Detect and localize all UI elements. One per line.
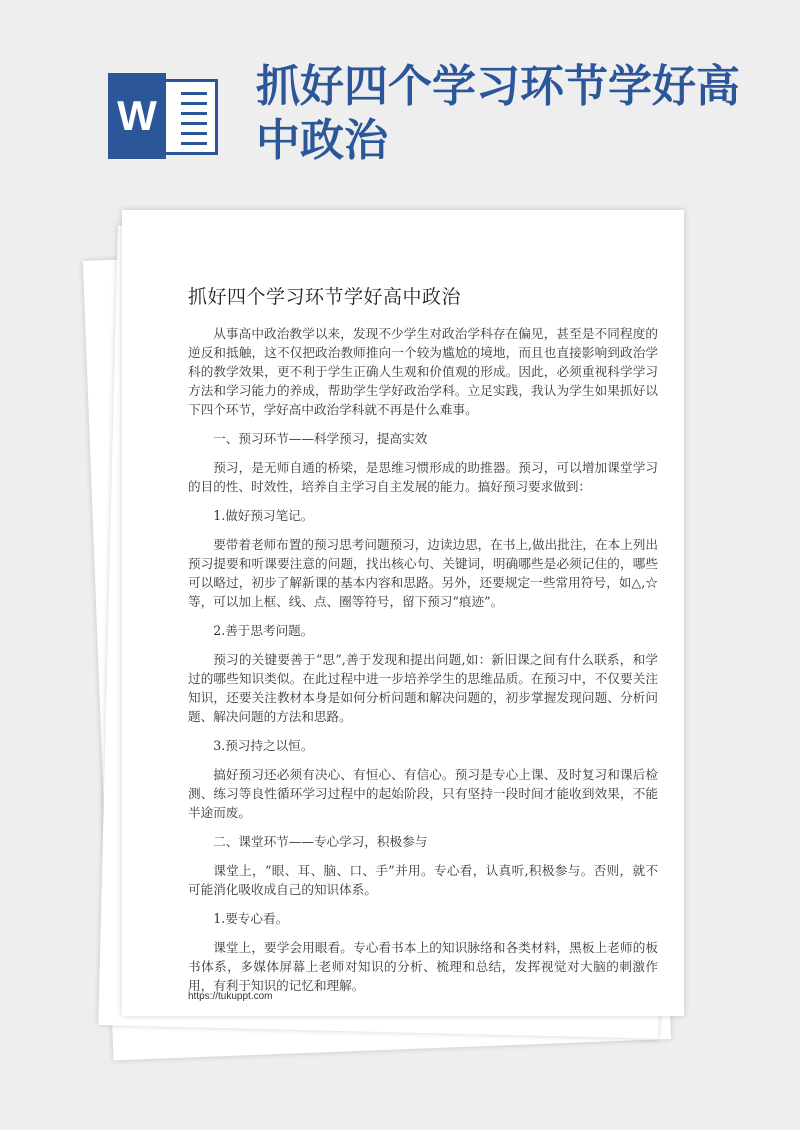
section-heading: 二、课堂环节——专心学习，积极参与 <box>213 834 428 849</box>
paragraph: 从事高中政治教学以来，发现不少学生对政治学科存在偏见，甚至是不同程度的逆反和抵触，这不仅把政治教师推向一个较为尴尬的境地，而且也直接影响到政治学科的教学效果，更不利于学生正确人生观和价值观的形成。因此，必须重视科学学习方法和学习能力的养成，帮助学生学好政治学科。立足实践，我认为学生如果抓好以下四个环节，学好高中政治学科就不再是什么难事。 <box>188 326 658 417</box>
subsection-heading: 2.善于思考问题。 <box>213 623 314 638</box>
footer-url: https://tukuppt.com <box>188 991 273 1002</box>
subsection-heading: 1.要专心看。 <box>213 911 289 926</box>
section-heading: 一、预习环节——科学预习，提高实效 <box>213 431 428 446</box>
word-document-icon <box>108 73 220 159</box>
paragraph: 搞好预习还必须有决心、有恒心、有信心。预习是专心上课、及时复习和课后检测、练习等良性循环学习过程中的起始阶段，只有坚持一段时间才能收到效果，不能半途而废。 <box>188 767 658 820</box>
paragraph: 课堂上，要学会用眼看。专心看书本上的知识脉络和各类材料，黑板上老师的板书体系，多媒体屏幕上老师对知识的分析、梳理和总结，发挥视觉对大脑的刺激作用，有利于知识的记忆和理解。 <box>188 940 658 993</box>
subsection-heading: 1.做好预习笔记。 <box>213 508 314 523</box>
paragraph: 预习，是无师自通的桥梁，是思维习惯形成的助推器。预习，可以增加课堂学习的目的性、时效性，培养自主学习自主发展的能力。搞好预习要求做到： <box>188 460 658 494</box>
word-letter-badge: W <box>108 73 166 159</box>
document-page <box>122 210 684 1016</box>
document-title: 抓好四个学习环节学好高中政治 <box>188 286 462 308</box>
paragraph: 课堂上，“眼、耳、脑、口、手”并用。专心看，认真听,积极参与。否则，就不可能消化吸收成自己的知识体系。 <box>188 863 658 897</box>
page-title: 抓好四个学习环节学好高中政治 <box>256 61 740 166</box>
paragraph: 要带着老师布置的预习思考问题预习，边读边思，在书上,做出批注，在本上列出预习提要和听课要注意的问题，找出核心句、关键词，明确哪些是必须记住的，哪些可以略过，初步了解新课的基本内容和思路。另外，还要规定一些常用符号，如△,☆等，可以加上框、线、点、圈等符号，留下预习“痕迹”。 <box>188 537 658 609</box>
paragraph: 预习的关键要善于“思”,善于发现和提出问题,如：新旧课之间有什么联系，和学过的哪些知识类似。在此过程中进一步培养学生的思维品质。在预习中，不仅要关注知识，还要关注教材本身是如何分析问题和解决问题的，初步掌握发现问题、分析问题、解决问题的方法和思路。 <box>188 652 658 724</box>
document-body <box>188 324 658 1005</box>
subsection-heading: 3.预习持之以恒。 <box>213 738 314 753</box>
